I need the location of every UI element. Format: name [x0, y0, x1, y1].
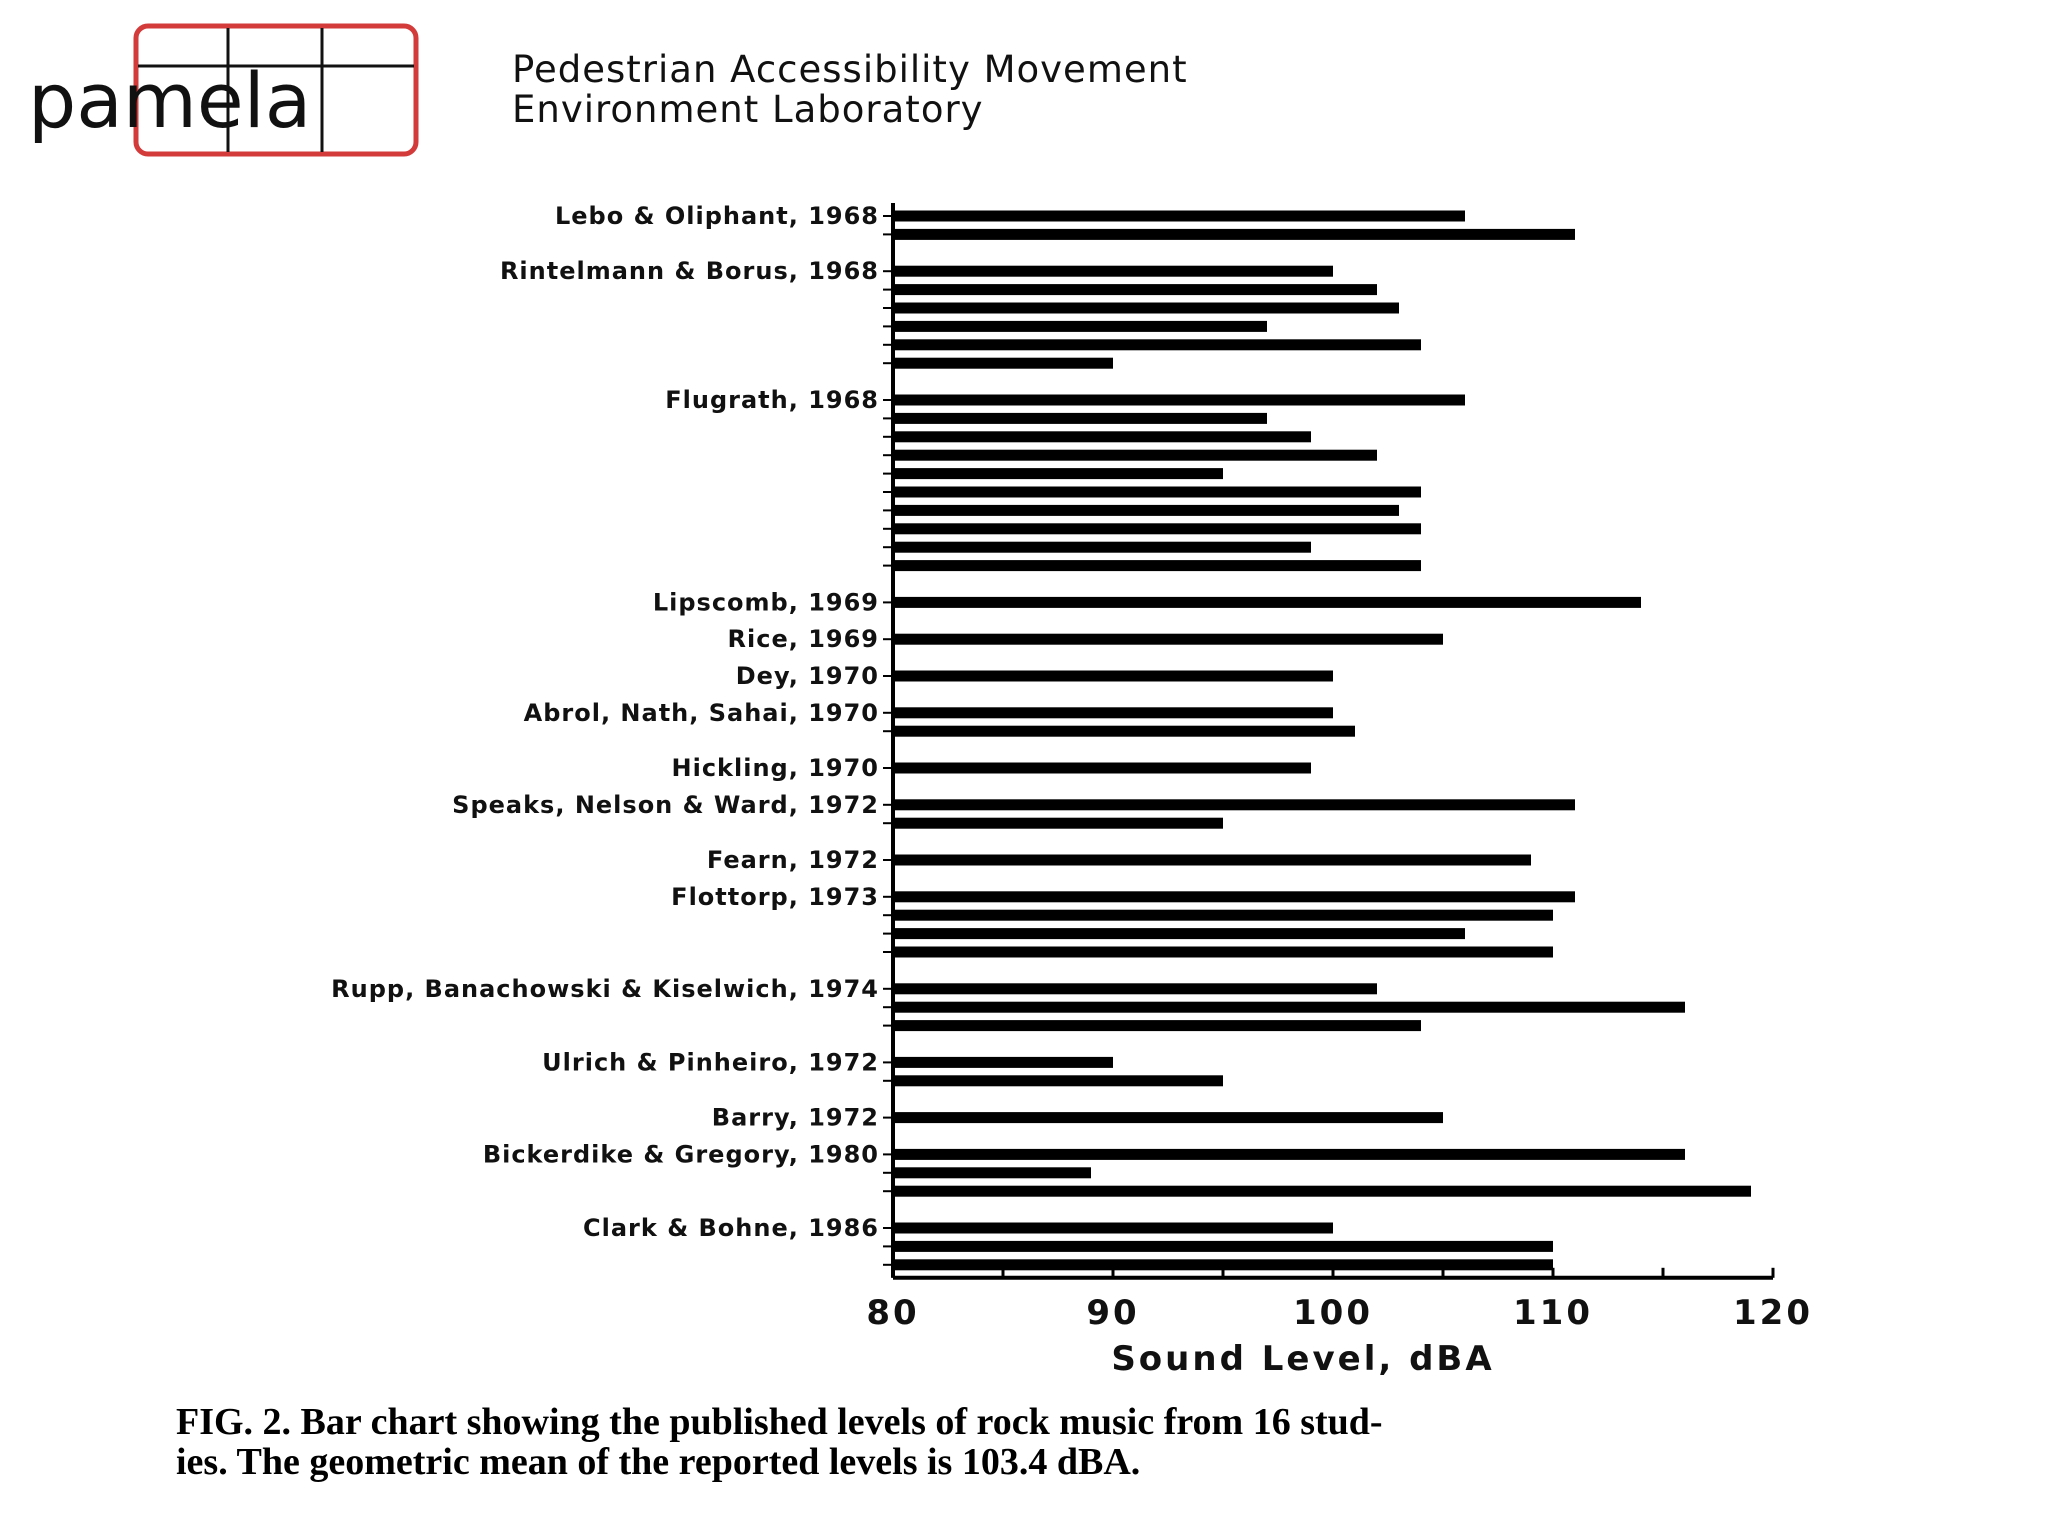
category-label: Lipscomb, 1969 [652, 588, 879, 617]
bar [893, 505, 1399, 516]
bar [893, 468, 1223, 479]
bar [893, 487, 1421, 498]
bar [893, 211, 1465, 222]
x-axis-title: Sound Level, dBA [1111, 1338, 1495, 1379]
bar [893, 799, 1575, 810]
caption-line2: ies. The geometric mean of the reported levels is 103.4 dBA. [176, 1441, 1141, 1483]
bar [893, 1112, 1443, 1123]
bar [893, 1149, 1685, 1160]
bar [893, 928, 1465, 939]
bar [893, 560, 1421, 571]
bar [893, 1223, 1333, 1234]
bar [893, 1002, 1685, 1013]
lab-name-line2: Environment Laboratory [512, 88, 984, 131]
bar [893, 1075, 1223, 1086]
category-label: Bickerdike & Gregory, 1980 [482, 1140, 879, 1169]
category-label: Flottorp, 1973 [671, 882, 879, 911]
bar [893, 1057, 1113, 1068]
bar [893, 542, 1311, 553]
bar [893, 634, 1443, 645]
lab-name-line1: Pedestrian Accessibility Movement [512, 48, 1188, 91]
bar [893, 523, 1421, 534]
bar [893, 303, 1399, 314]
category-label: Flugrath, 1968 [665, 386, 879, 414]
x-tick-label: 90 [1086, 1292, 1140, 1333]
bar [893, 431, 1311, 442]
bar [893, 763, 1311, 774]
logo-text: pamela [28, 56, 312, 145]
bar [893, 855, 1531, 866]
bar [893, 450, 1377, 461]
category-label: Speaks, Nelson & Ward, 1972 [452, 790, 879, 819]
category-label: Clark & Bohne, 1986 [583, 1214, 879, 1242]
bar [893, 395, 1465, 406]
bar [893, 597, 1641, 608]
bar [893, 1167, 1091, 1178]
bar [893, 413, 1267, 424]
bar [893, 284, 1377, 295]
bar [893, 1186, 1751, 1197]
bar [893, 266, 1333, 277]
caption-line1: FIG. 2. Bar chart showing the published levels of rock music from 16 stud- [176, 1401, 1383, 1443]
bar [893, 947, 1553, 958]
bar [893, 910, 1553, 921]
category-label: Rintelmann & Borus, 1968 [499, 257, 879, 286]
x-tick-label: 100 [1293, 1292, 1373, 1333]
x-tick-label: 110 [1513, 1292, 1593, 1333]
category-label: Rupp, Banachowski & Kiselwich, 1974 [331, 974, 879, 1003]
figure-caption [176, 1402, 1976, 1482]
bar [893, 983, 1377, 994]
bar [893, 707, 1333, 718]
bar [893, 229, 1575, 240]
bar [893, 671, 1333, 682]
category-label: Abrol, Nath, Sahai, 1970 [523, 698, 879, 727]
bar [893, 358, 1113, 369]
category-label: Rice, 1969 [727, 625, 879, 654]
category-label: Dey, 1970 [735, 662, 879, 690]
category-label: Fearn, 1972 [706, 846, 879, 874]
bar [893, 1020, 1421, 1031]
bar [893, 726, 1355, 737]
category-label: Lebo & Oliphant, 1968 [554, 202, 879, 230]
bar [893, 321, 1267, 332]
bar [893, 891, 1575, 902]
category-label: Ulrich & Pinheiro, 1972 [542, 1048, 879, 1077]
category-label: Barry, 1972 [711, 1103, 879, 1132]
category-label: Hickling, 1970 [671, 754, 879, 782]
x-tick-label: 120 [1733, 1292, 1813, 1333]
bar [893, 339, 1421, 350]
x-tick-label: 80 [866, 1292, 920, 1333]
bar [893, 1241, 1553, 1252]
bar [893, 818, 1223, 829]
